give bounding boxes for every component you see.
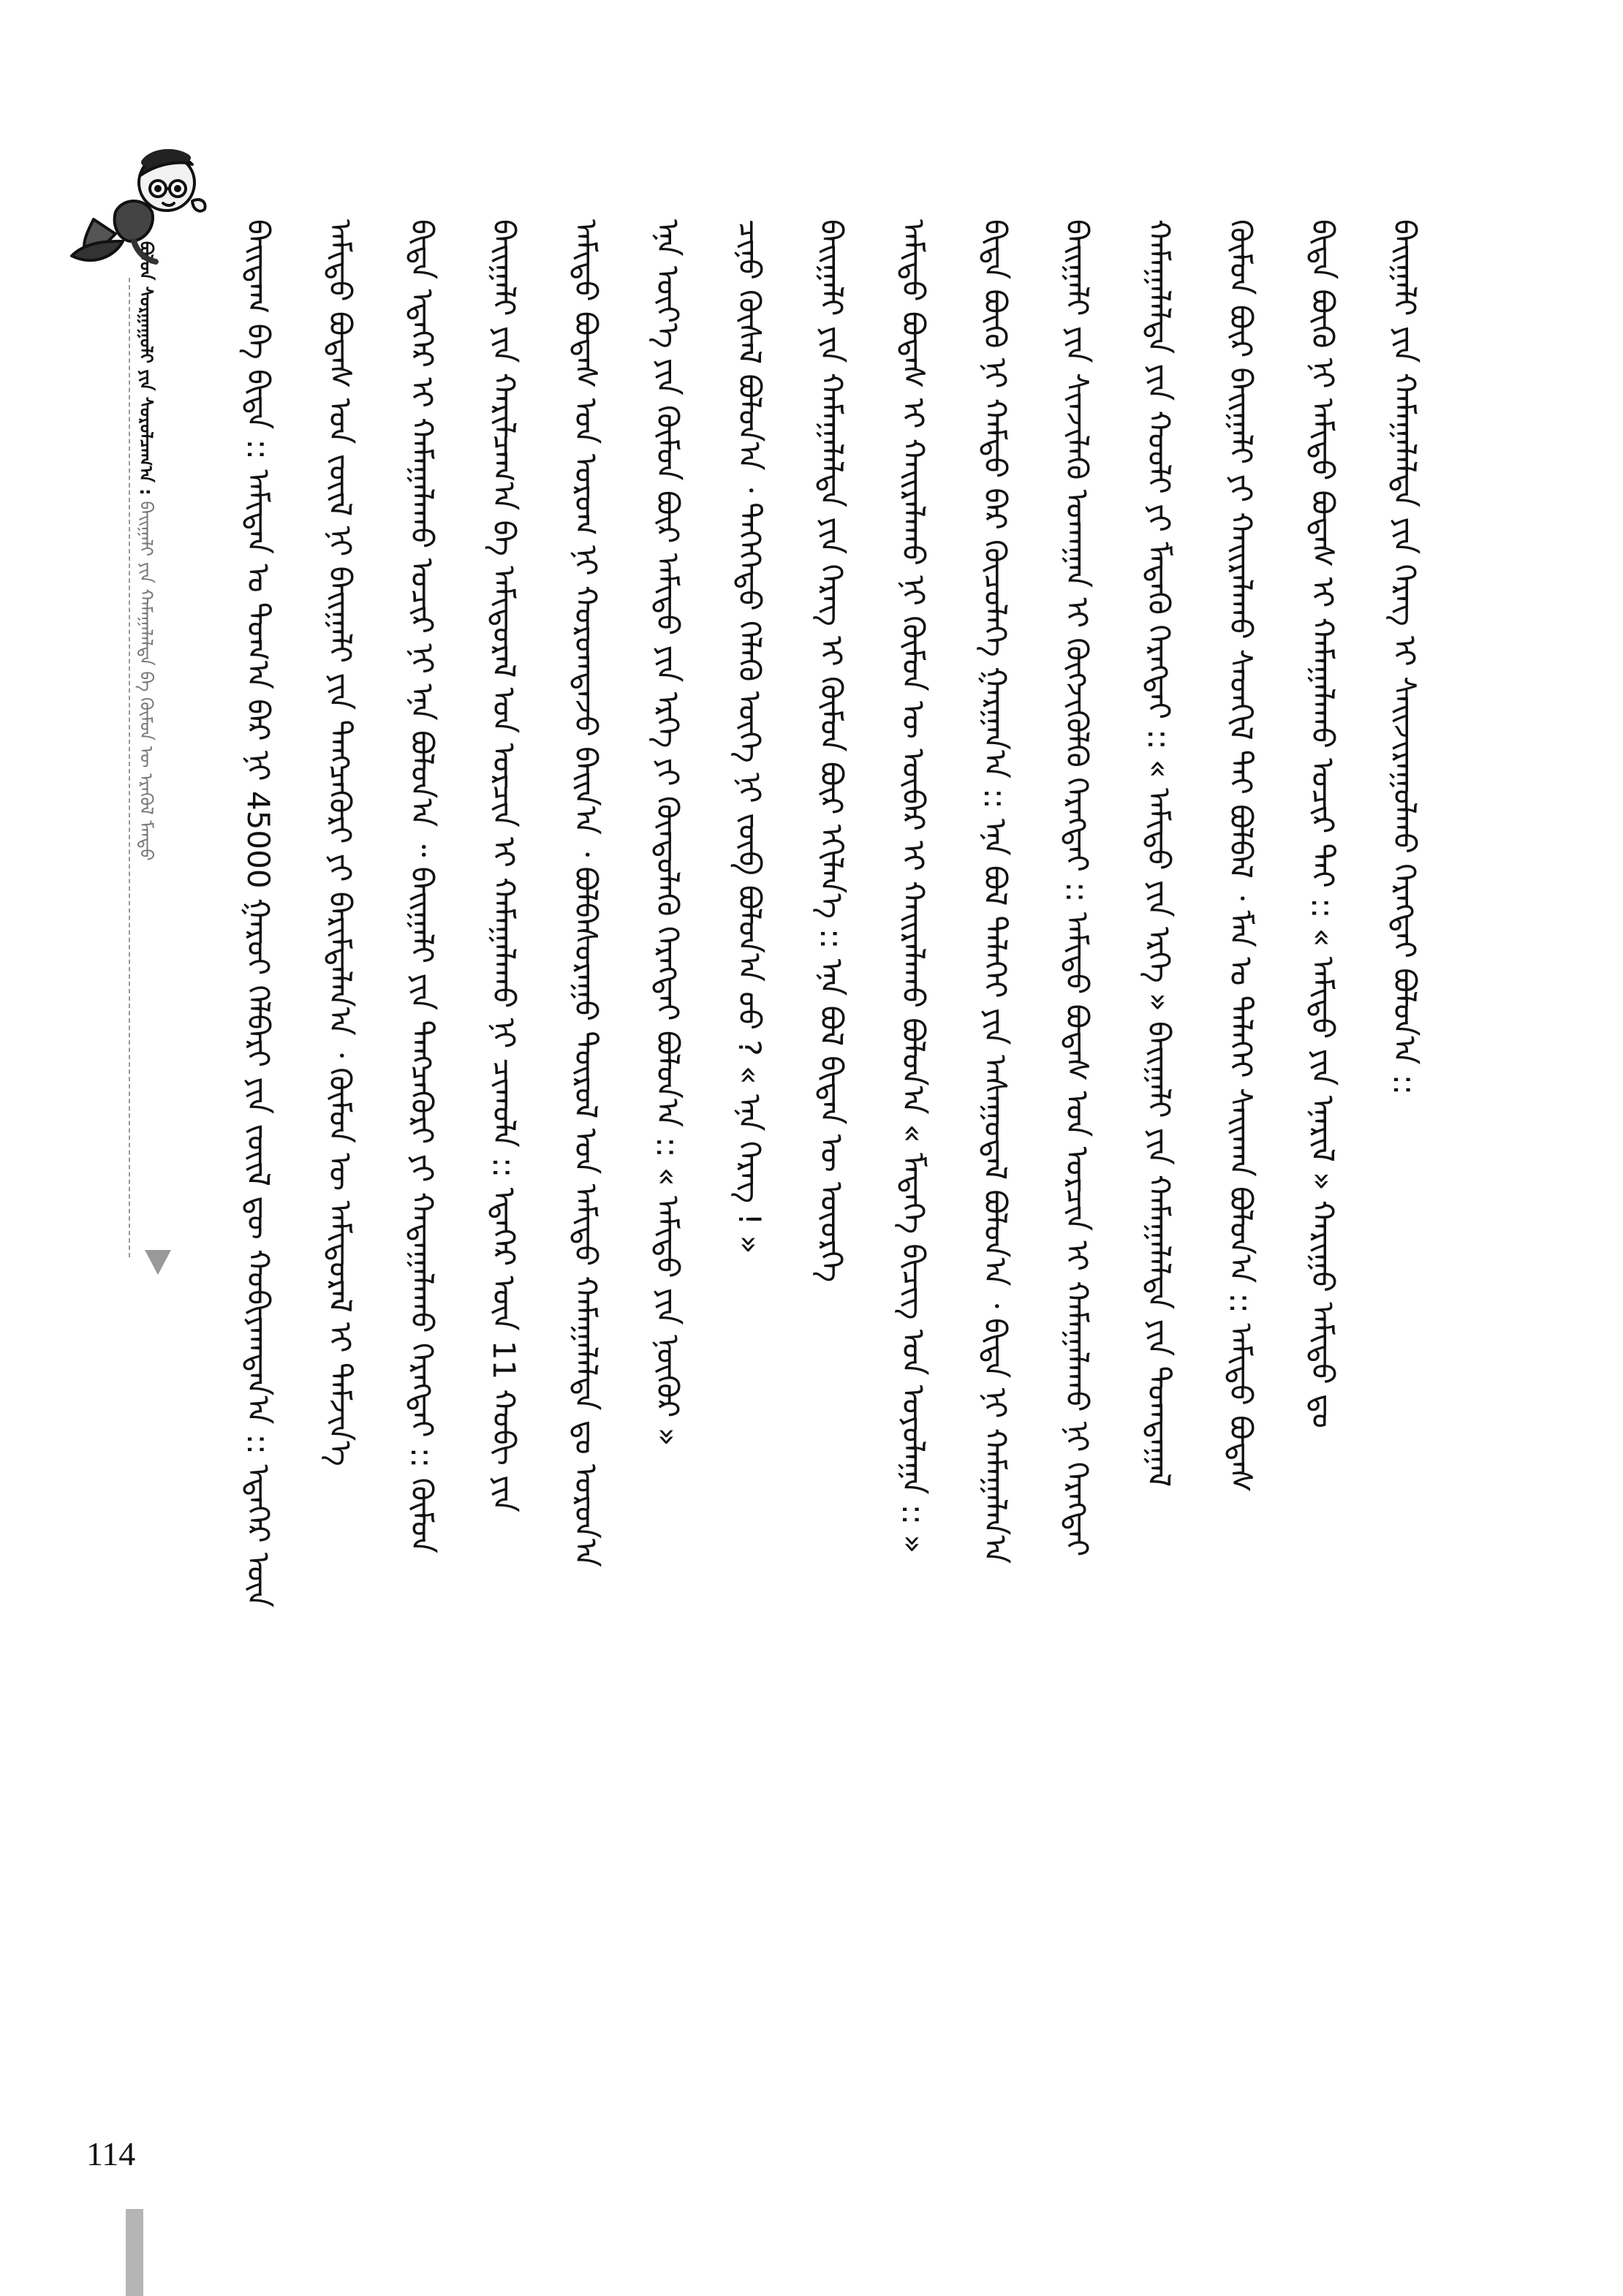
page-edge-bar [126, 2209, 143, 2296]
text-column: ᠪᠠᠢᠭᠠᠯᠢ ᠶᠢᠨ ᠰᠢᠨᠵᠢᠯᠡᠬᠦ ᠤᠬᠠᠭᠠᠨ ᠢ ᠬᠥᠭᠵᠢᠭᠦᠯᠬᠦ ᠬᠡᠷᠡᠭᠲᠡᠢ :: ᠠᠮᠢᠳᠤ ᠪᠣᠳᠠᠰ ᠤᠨ ᠣᠷᠴᠢᠨ ᠢ ᠬᠠᠮᠠᠭᠠᠯᠠᠬᠤ ᠨᠢ ᠬᠡᠷᠡᠭᠲᠡᠢ [1059, 219, 1095, 1557]
text-column: ᠠᠮᠢᠳᠤ ᠪᠣᠳᠠᠰ ᠢ ᠬᠠᠢᠷᠠᠯᠠᠬᠤ ᠨᠢ ᠬᠦᠮᠦᠨ ᠦ ᠥᠪᠡᠷ ᠢ ᠬᠠᠢᠷᠠᠯᠠᠬᠤ ᠪᠣᠯᠤᠨ᠎ᠠ « ᠮᠡᠳᠡᠭᠡ ᠪᠢᠴᠢᠭ ᠤᠨ ᠣᠶᠣᠯᠠᠭᠠ :: » [896, 219, 931, 1554]
text-column: ᠠᠮᠢᠳᠤ ᠪᠣᠳᠠᠰ ᠤᠨ ᠵᠦᠢᠯ ᠨᠢ ᠪᠠᠢᠭᠠᠯᠢ ᠶᠢᠨ ᠲᠡᠩᠴᠡᠭᠦᠷᠢ ᠶᠢ ᠪᠠᠷᠢᠮᠲᠠᠯᠠᠨ᠎ᠠ ᠂ ᠬᠦᠮᠦᠨ ᠦ ᠠᠮᠢᠳᠤᠷᠠᠯ ᠢ ᠳᠡᠮᠵᠢᠨ᠎ᠡ [322, 219, 358, 1466]
header-title: ᠪᠣᠯᠤᠨ ᠰᠤᠷᠭᠠᠭᠤᠯᠢ ᠶᠢᠨ ᠰᠤᠷᠤᠯᠴᠠᠭ᠎ᠠ : [136, 241, 156, 496]
running-header-text [124, 241, 168, 1338]
header-dashed-rule [129, 278, 130, 1257]
text-column: ᠴᠢᠨᠦ ᠬᠦᠰᠡᠯ ᠪᠣᠯᠤᠨ᠎ᠠ ᠂ ᠲᠡᠭᠡᠭᠡᠳᠦ ᠬᠡᠯᠡᠬᠦ ᠦᠭᠡ ᠨᠢ ᠵᠥᠪ ᠪᠣᠯᠤᠨ᠎ᠠ ᠤᠤ ? « ᠡᠨᠡ ᠬᠡᠷᠡᠭ ! » [732, 219, 768, 1254]
text-column: ᠪᠠᠢᠭᠠᠯᠢ ᠶᠢᠨ ᠬᠠᠮᠠᠭᠠᠯᠠᠯᠲᠠ ᠶᠢᠨ ᠬᠡᠷᠡᠭ ᠢ ᠬᠦᠮᠦᠨ ᠪᠦᠷ ᠡᠬᠢᠯᠡᠨ᠎ᠡ :: ᠡᠨᠡ ᠪᠣᠯ ᠪᠢᠳᠡᠨ ᠦ ᠦᠦᠷᠭᠡ [814, 219, 850, 1283]
text-column: ᠡᠨᠡ ᠦᠶ᠎ᠡ ᠶᠢᠨ ᠬᠦᠮᠦᠨ ᠪᠦᠷ ᠠᠮᠢᠳᠤ ᠶᠢᠨ ᠡᠷᠬᠡ ᠶᠢ ᠬᠦᠨᠳᠦᠯᠡᠬᠦ ᠬᠡᠷᠡᠭᠲᠡᠢ ᠪᠣᠯᠤᠨ᠎ᠠ :: « ᠠᠮᠢᠳᠤ ᠶᠢᠨ ᠨᠥᠬᠦᠷ » [650, 219, 686, 1447]
text-column: ᠪᠠᠢᠳᠠᠭ ᠪᠠ ᠪᠢᠳᠡ :: ᠠᠮᠢᠲᠠᠨ ᠤ ᠲᠣᠭ᠎ᠠ ᠪᠠᠷ ᠨᠢ 45000 ᠭᠠᠷᠤᠢ ᠬᠡᠯᠪᠡᠷᠢ ᠶᠢᠨ ᠵᠦᠢᠯ ᠳᠦ ᠬᠤᠪᠢᠶᠠᠭᠳᠠᠨ᠎ᠠ :: ᠡᠳᠡᠭᠡᠷ ᠦᠨ [241, 219, 276, 1608]
header-arrow-icon [145, 1250, 171, 1275]
page-number: 114 [86, 2135, 136, 2172]
text-column: ᠪᠠᠢᠭᠠᠯᠢ ᠶᠢᠨ ᠬᠠᠮᠠᠭᠠᠯᠠᠯᠲᠠ ᠶᠢᠨ ᠬᠡᠷᠡᠭ ᠢ ᠰᠠᠢᠵᠢᠷᠠᠭᠤᠯᠬᠤ ᠬᠡᠷᠡᠭᠲᠡᠢ ᠪᠣᠯᠤᠨ᠎ᠠ :: [1387, 219, 1423, 1096]
text-column: ᠪᠢᠳᠡ ᠡᠳᠡᠭᠡᠷ ᠢ ᠬᠠᠮᠠᠭᠠᠯᠠᠬᠤ ᠤᠴᠢᠷ ᠨᠢ ᠡᠨᠡ ᠪᠤᠯᠤᠨ᠎ᠠ ᠃ ᠪᠠᠢᠭᠠᠯᠢ ᠶᠢᠨ ᠲᠡᠩᠴᠡᠭᠦᠷᠢ ᠶᠢ ᠬᠠᠳᠠᠭᠠᠯᠠᠬᠤ ᠬᠡᠷᠡᠭᠲᠡᠢ :: ᠬᠦᠮᠦᠨ [404, 219, 440, 1554]
flying-mascot-illustration [64, 132, 218, 278]
body-text-block [227, 219, 1455, 2208]
text-column: ᠬᠠᠮᠠᠭᠠᠯᠠᠯᠲᠠ ᠶᠢᠨ ᠬᠤᠤᠯᠢ ᠶᠢ ᠮᠡᠳᠡᠬᠦ ᠬᠡᠷᠡᠭᠲᠡᠢ :: « ᠠᠮᠢᠳᠤ ᠶᠢᠨ ᠡᠷᠬᠡ » ᠪᠠᠢᠭᠠᠯᠢ ᠶᠢᠨ ᠬᠠᠮᠠᠭᠠᠯᠠᠯᠲᠠ ᠶᠢᠨ ᠲᠣᠭᠲᠠᠭᠠᠯ [1141, 219, 1177, 1488]
text-column: ᠪᠢᠳᠡ ᠪᠦᠬᠦ ᠨᠢ ᠬᠠᠮᠲᠤ ᠪᠠᠷ ᠬᠦᠴᠦᠯᠡᠭᠡ ᠭᠠᠷᠭᠠᠨ᠎ᠠ :: ᠡᠨᠡ ᠪᠣᠯ ᠳᠡᠯᠡᠬᠡᠢ ᠶᠢᠨ ᠠᠰᠠᠭᠤᠳᠠᠯ ᠪᠣᠯᠤᠨ᠎ᠠ ᠂ ᠪᠢᠳᠡ ᠨᠢ ᠬᠠᠮᠠᠭᠠᠯᠠᠨ᠎ᠠ [977, 219, 1013, 1564]
running-header [124, 241, 168, 1338]
text-column: ᠠᠮᠢᠳᠤ ᠪᠣᠳᠠᠰ ᠤᠨ ᠤᠷᠤᠭ ᠨᠢ ᠬᠣᠷᠣᠭᠳᠠᠵᠤ ᠪᠠᠢᠨ᠎ᠠ ᠂ ᠪᠣᠯᠪᠠᠰᠤᠷᠠᠭᠤ ᠲᠥᠷᠥᠯ ᠤᠨ ᠠᠮᠢᠳᠤ ᠬᠠᠮᠠᠭᠠᠯᠠᠯᠲᠠ ᠳᠤ ᠣᠷᠣᠨ᠎ᠠ [568, 219, 604, 1567]
text-column: ᠬᠦᠮᠦᠨ ᠪᠦᠷ ᠪᠠᠢᠭᠠᠯᠢ ᠶᠢ ᠬᠠᠢᠷᠠᠯᠠᠬᠤ ᠰᠡᠳᠬᠢᠯ ᠲᠡᠢ ᠪᠣᠯᠪᠠᠯ ᠂ ᠮᠠᠨ ᠤ ᠳᠡᠯᠡᠬᠡᠢ ᠰᠠᠢᠬᠠᠨ ᠪᠣᠯᠤᠨ᠎ᠠ :: ᠠᠮᠢᠳᠤ ᠪᠣᠳᠠᠰ [1223, 219, 1259, 1493]
text-column: ᠪᠢᠳᠡ ᠪᠦᠬᠦ ᠨᠢ ᠠᠮᠢᠳᠤ ᠪᠣᠳᠠᠰ ᠢ ᠬᠠᠮᠠᠭᠠᠯᠠᠬᠤ ᠤᠴᠢᠷ ᠲᠠᠢ :: « ᠠᠮᠢᠳᠤ ᠶᠢᠨ ᠡᠨᠡᠷᠢᠯ » ᠬᠠᠷᠢᠭᠤ ᠠᠮᠢᠳᠤ ᠳᠤ [1305, 219, 1341, 1428]
header-subtitle: ᠪᠠᠢᠭᠠᠯᠢ ᠶᠢᠨ ᠬᠠᠮᠠᠭᠠᠯᠠᠯᠳᠠ ᠪᠠ ᠬᠥᠮᠦᠨ ᠦ ᠡᠷᠡᠭᠦᠯ ᠮᠡᠨᠳᠦ [136, 501, 156, 861]
text-column: ᠪᠠᠢᠭᠠᠯᠢ ᠶᠢᠨ ᠬᠠᠷᠢᠯᠴᠠᠭ᠎ᠠ ᠪᠠ ᠠᠮᠢᠳᠤᠷᠠᠯ ᠤᠨ ᠣᠷᠴᠢᠨ ᠢ ᠬᠠᠮᠠᠭᠠᠯᠠᠬᠤ ᠨᠢ ᠴᠢᠬᠤᠯᠠ :: ᠡᠳᠡᠭᠡᠷ ᠦᠨ 11 ᠬᠤᠪᠢ ᠶᠢᠨ [486, 219, 522, 1512]
